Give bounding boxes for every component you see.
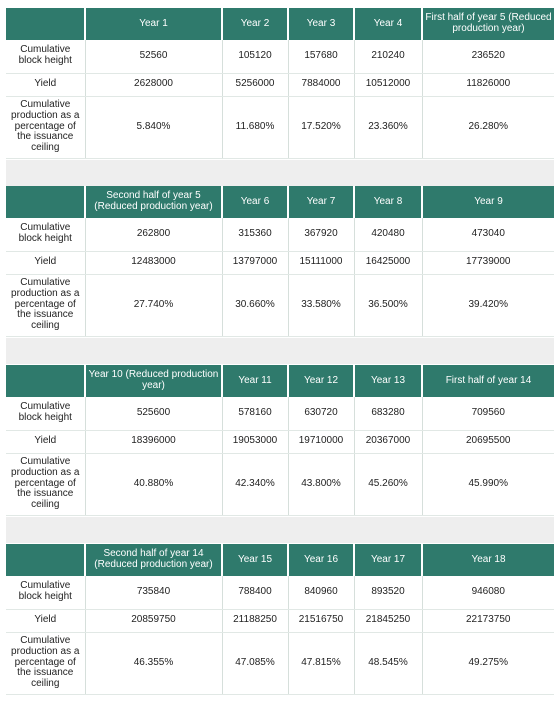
- table-cell: 26.280%: [422, 96, 554, 158]
- section-separator: [6, 338, 554, 364]
- percentage-row: [6, 632, 554, 694]
- row-label: Cumulative block height: [6, 40, 85, 73]
- header-row: [6, 544, 554, 576]
- table-cell: 21845250: [354, 609, 422, 632]
- table-cell: 315360: [222, 218, 288, 251]
- table-cell: 47.815%: [288, 632, 354, 694]
- table-cell: 210240: [354, 40, 422, 73]
- row-label: Cumulative production as a percentage of the issuance ceiling: [6, 96, 85, 158]
- section-separator: [6, 517, 554, 543]
- column-header: Year 3: [288, 8, 354, 40]
- table-cell: 262800: [85, 218, 222, 251]
- table-cell: 735840: [85, 576, 222, 609]
- table-cell: 21188250: [222, 609, 288, 632]
- table-cell: 10512000: [354, 73, 422, 96]
- table-cell: 2628000: [85, 73, 222, 96]
- table-cell: 18396000: [85, 430, 222, 453]
- table-cell: 473040: [422, 218, 554, 251]
- yield-row: [6, 251, 554, 274]
- header-corner: [6, 365, 85, 397]
- table-cell: 22173750: [422, 609, 554, 632]
- column-header: Year 13: [354, 365, 422, 397]
- table-cell: 17.520%: [288, 96, 354, 158]
- table-cell: 46.355%: [85, 632, 222, 694]
- column-header: Year 11: [222, 365, 288, 397]
- percentage-row: [6, 453, 554, 515]
- table-cell: 236520: [422, 40, 554, 73]
- table-cell: 40.880%: [85, 453, 222, 515]
- column-header: Year 7: [288, 186, 354, 218]
- row-label: Cumulative production as a percentage of the issuance ceiling: [6, 632, 85, 694]
- column-header: Year 4: [354, 8, 422, 40]
- table-cell: 19053000: [222, 430, 288, 453]
- row-label: Cumulative production as a percentage of the issuance ceiling: [6, 453, 85, 515]
- table-cell: 30.660%: [222, 274, 288, 336]
- column-header: Year 1: [85, 8, 222, 40]
- table-cell: 42.340%: [222, 453, 288, 515]
- table-cell: 13797000: [222, 251, 288, 274]
- table-cell: 5256000: [222, 73, 288, 96]
- table-cell: 39.420%: [422, 274, 554, 336]
- table-cell: 45.990%: [422, 453, 554, 515]
- row-label: Yield: [6, 73, 85, 96]
- section-separator: [6, 160, 554, 186]
- row-label: Yield: [6, 609, 85, 632]
- table-cell: 47.085%: [222, 632, 288, 694]
- yield-row: [6, 609, 554, 632]
- row-label: Yield: [6, 430, 85, 453]
- percentage-row: [6, 96, 554, 158]
- table-cell: 45.260%: [354, 453, 422, 515]
- table-cell: 367920: [288, 218, 354, 251]
- column-header: First half of year 5 (Reduced production year): [422, 8, 554, 40]
- table-cell: 946080: [422, 576, 554, 609]
- table-cell: 33.580%: [288, 274, 354, 336]
- block-height-row: [6, 397, 554, 430]
- table-cell: 11.680%: [222, 96, 288, 158]
- block-height-row: [6, 218, 554, 251]
- row-label: Cumulative block height: [6, 397, 85, 430]
- column-header: First half of year 14: [422, 365, 554, 397]
- production-table-3: [6, 365, 554, 516]
- production-table-2: [6, 186, 554, 337]
- table-cell: 12483000: [85, 251, 222, 274]
- table-cell: 20695500: [422, 430, 554, 453]
- table-cell: 840960: [288, 576, 354, 609]
- yield-row: [6, 73, 554, 96]
- column-header: Year 16: [288, 544, 354, 576]
- table-cell: 683280: [354, 397, 422, 430]
- table-cell: 630720: [288, 397, 354, 430]
- column-header: Year 6: [222, 186, 288, 218]
- header-row: [6, 186, 554, 218]
- header-corner: [6, 8, 85, 40]
- table-cell: 48.545%: [354, 632, 422, 694]
- table-cell: 52560: [85, 40, 222, 73]
- column-header: Year 2: [222, 8, 288, 40]
- column-header: Second half of year 5 (Reduced production year): [85, 186, 222, 218]
- table-cell: 7884000: [288, 73, 354, 96]
- table-cell: 709560: [422, 397, 554, 430]
- production-table-1: [6, 8, 554, 159]
- table-cell: 19710000: [288, 430, 354, 453]
- table-cell: 16425000: [354, 251, 422, 274]
- column-header: Year 17: [354, 544, 422, 576]
- table-cell: 36.500%: [354, 274, 422, 336]
- yield-row: [6, 430, 554, 453]
- header-row: [6, 365, 554, 397]
- table-cell: 17739000: [422, 251, 554, 274]
- table-cell: 525600: [85, 397, 222, 430]
- table-cell: 27.740%: [85, 274, 222, 336]
- percentage-row: [6, 274, 554, 336]
- table-cell: 20367000: [354, 430, 422, 453]
- table-cell: 49.275%: [422, 632, 554, 694]
- table-cell: 105120: [222, 40, 288, 73]
- header-corner: [6, 186, 85, 218]
- column-header: Year 12: [288, 365, 354, 397]
- column-header: Second half of year 14 (Reduced production year): [85, 544, 222, 576]
- header-row: [6, 8, 554, 40]
- table-cell: 23.360%: [354, 96, 422, 158]
- table-cell: 157680: [288, 40, 354, 73]
- table-cell: 11826000: [422, 73, 554, 96]
- row-label: Cumulative block height: [6, 576, 85, 609]
- header-corner: [6, 544, 85, 576]
- table-cell: 420480: [354, 218, 422, 251]
- table-cell: 15111000: [288, 251, 354, 274]
- production-table-4: [6, 544, 554, 695]
- table-cell: 5.840%: [85, 96, 222, 158]
- column-header: Year 15: [222, 544, 288, 576]
- table-cell: 893520: [354, 576, 422, 609]
- column-header: Year 8: [354, 186, 422, 218]
- row-label: Cumulative block height: [6, 218, 85, 251]
- table-cell: 21516750: [288, 609, 354, 632]
- table-cell: 43.800%: [288, 453, 354, 515]
- block-height-row: [6, 40, 554, 73]
- column-header: Year 9: [422, 186, 554, 218]
- table-cell: 20859750: [85, 609, 222, 632]
- column-header: Year 18: [422, 544, 554, 576]
- column-header: Year 10 (Reduced production year): [85, 365, 222, 397]
- table-cell: 788400: [222, 576, 288, 609]
- row-label: Yield: [6, 251, 85, 274]
- table-cell: 578160: [222, 397, 288, 430]
- block-height-row: [6, 576, 554, 609]
- row-label: Cumulative production as a percentage of the issuance ceiling: [6, 274, 85, 336]
